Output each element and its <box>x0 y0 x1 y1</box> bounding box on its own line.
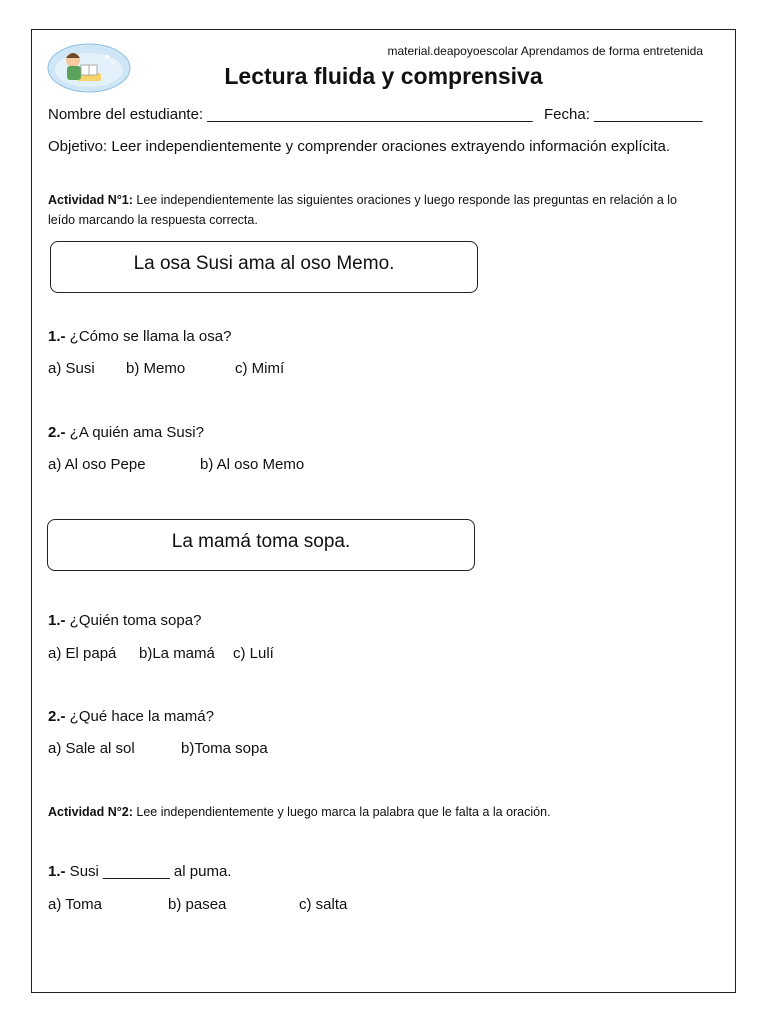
reading-1-question-2 <box>48 424 204 441</box>
answer-option[interactable]: b)La mamá <box>139 645 215 662</box>
activity-1-instructions <box>48 190 698 230</box>
answer-option[interactable]: a) El papá <box>48 645 117 662</box>
question-text: ¿A quién ama Susi? <box>65 424 204 441</box>
answer-option[interactable]: a) Susi <box>48 360 95 377</box>
answer-option[interactable]: a) Toma <box>48 896 102 913</box>
answer-option[interactable]: b)Toma sopa <box>181 740 268 757</box>
activity-1-label: Actividad N°1: <box>48 193 133 207</box>
question-number: 2.- <box>48 708 66 725</box>
reading-2-sentence: La mamá toma sopa. <box>171 531 351 552</box>
answer-option[interactable]: a) Sale al sol <box>48 740 135 757</box>
objective-text: Objetivo: Leer independientemente y comprender oraciones extrayendo información explícita. <box>48 138 671 155</box>
question-number: 1.- <box>48 328 66 345</box>
activity-2-question-1 <box>48 863 231 880</box>
student-info-line <box>48 106 703 123</box>
answer-option[interactable]: c) Mimí <box>235 360 285 377</box>
activity-2-label: Actividad N°2: <box>48 805 133 819</box>
source-credit: material.deapoyoescolar Aprendamos de forma entretenida <box>387 44 703 58</box>
answer-option[interactable]: b) Al oso Memo <box>200 456 305 473</box>
answer-option[interactable]: c) salta <box>299 896 348 913</box>
activity-2-text: Lee independientemente y luego marca la palabra que le falta a la oración. <box>132 805 551 819</box>
question-number: 1.- <box>48 612 66 629</box>
reading-2-question-1 <box>48 612 201 629</box>
answer-option[interactable]: b) pasea <box>168 896 227 913</box>
student-name-field[interactable]: Nombre del estudiante: _______________________________________ <box>48 106 533 123</box>
question-text: ¿Cómo se llama la osa? <box>65 328 232 345</box>
question-number: 1.- <box>48 863 66 880</box>
reading-2-question-2 <box>48 708 214 725</box>
question-number: 2.- <box>48 424 66 441</box>
answer-option[interactable]: a) Al oso Pepe <box>48 456 146 473</box>
worksheet-page <box>31 29 736 993</box>
date-field[interactable]: Fecha: _____________ <box>544 106 703 123</box>
reading-1-sentence: La osa Susi ama al oso Memo. <box>133 253 395 274</box>
answer-option[interactable]: c) Lulí <box>233 645 274 662</box>
question-text: ¿Quién toma sopa? <box>65 612 202 629</box>
question-text: ¿Qué hace la mamá? <box>65 708 214 725</box>
answer-option[interactable]: b) Memo <box>126 360 186 377</box>
reading-1-box <box>50 241 478 293</box>
activity-2-instructions <box>48 802 698 822</box>
reading-1-question-1 <box>48 328 231 345</box>
reading-2-box <box>47 519 475 571</box>
activity-1-text: Lee independientemente las siguientes oraciones y luego responde las preguntas en relación a lo leído marcando la respuesta correcta. <box>48 193 678 227</box>
page-title: Lectura fluida y comprensiva <box>224 63 543 89</box>
question-text: Susi ________ al puma. <box>65 863 232 880</box>
